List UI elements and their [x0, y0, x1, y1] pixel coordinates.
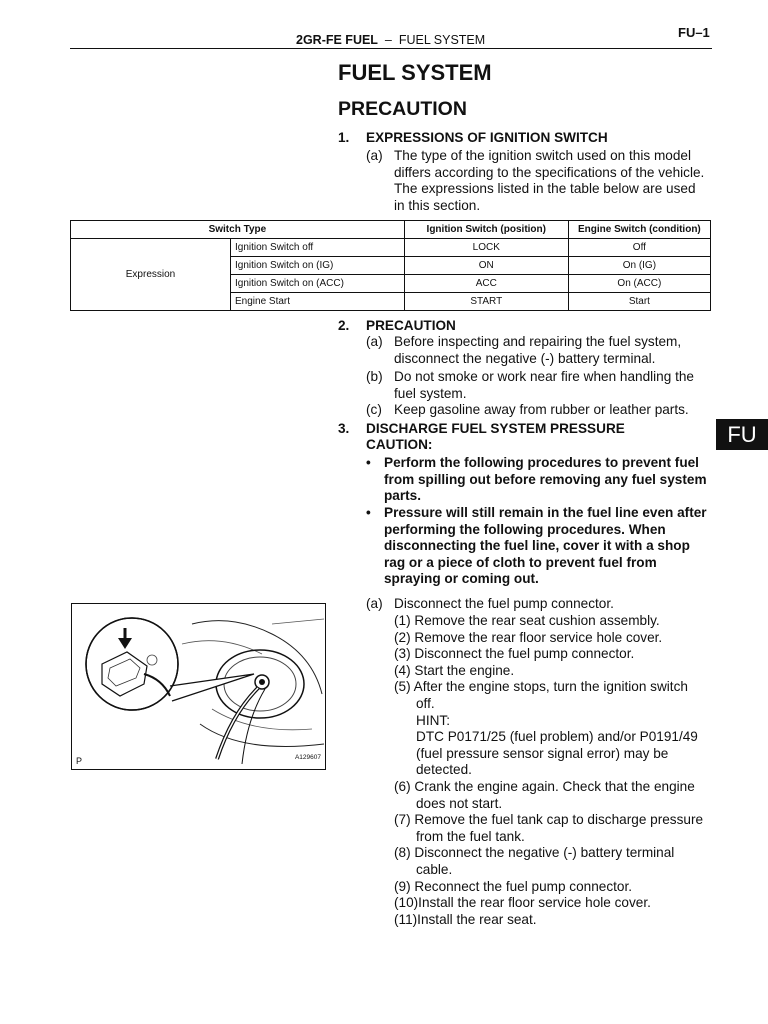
- s3-a-text: Disconnect the fuel pump connector.: [394, 596, 614, 611]
- section-tab-fu: FU: [716, 419, 768, 450]
- caution-bullet-1: Perform the following procedures to prevent fuel from spilling out before removing any fuel system parts.: [384, 455, 707, 504]
- s2-c-text: Keep gasoline away from rubber or leather parts.: [394, 402, 689, 417]
- s2-b-text: Do not smoke or work near fire when handling the fuel system.: [394, 369, 694, 401]
- s1-number: 1.: [338, 130, 350, 145]
- table-cell: Ignition Switch on (ACC): [231, 275, 405, 293]
- table-group-label: Expression: [71, 239, 231, 311]
- s2-b-label: (b): [366, 369, 383, 384]
- table-cell: On (IG): [568, 257, 710, 275]
- table-header-row: [71, 221, 711, 239]
- step: off.: [416, 695, 435, 711]
- step: (7) Remove the fuel tank cap to discharge pressure: [394, 812, 704, 828]
- table-cell: Engine Start: [231, 293, 405, 311]
- table-cell: Ignition Switch on (IG): [231, 257, 405, 275]
- table-cell: Start: [568, 293, 710, 311]
- step: from the fuel tank.: [416, 828, 525, 844]
- fuel-pump-connector-illustration: [71, 603, 326, 770]
- table-header: Switch Type: [71, 221, 405, 239]
- s3-number: 3.: [338, 421, 350, 436]
- table-cell: LOCK: [404, 239, 568, 257]
- table-cell: Off: [568, 239, 710, 257]
- bullet-2-marker: •: [366, 505, 371, 520]
- step: (11)Install the rear seat.: [394, 911, 537, 927]
- illustration-drawing: [72, 604, 325, 769]
- figure-code: A129607: [294, 754, 321, 761]
- s1-a-text: The type of the ignition switch used on this model differs according to the specifications of the vehicle. The expressions listed in the table below are used in this section.: [394, 148, 705, 213]
- step: (9) Reconnect the fuel pump connector.: [394, 878, 633, 894]
- page-number: FU–1: [678, 25, 710, 40]
- step: detected.: [416, 762, 472, 778]
- s2-a-text: Before inspecting and repairing the fuel system, disconnect the negative (-) battery terminal.: [394, 334, 682, 366]
- step: (4) Start the engine.: [394, 662, 515, 678]
- step: (10)Install the rear floor service hole cover.: [394, 895, 651, 911]
- step: (fuel pressure sensor signal error) may be: [416, 745, 669, 761]
- step: does not start.: [416, 795, 503, 811]
- caution-bullet-2: Pressure will still remain in the fuel line even after performing the following procedures. When disconnecting the fuel line, cover it with a shop rag or a piece of cloth to prevent fuel from spraying or coming out.: [384, 505, 707, 587]
- table-cell: START: [404, 293, 568, 311]
- step: HINT:: [416, 712, 450, 728]
- figure-p-label: P: [76, 756, 83, 766]
- s1-a-label: (a): [366, 148, 383, 163]
- header-title: 2GR-FE FUEL – FUEL SYSTEM: [296, 33, 486, 47]
- s3-a-label: (a): [366, 596, 383, 611]
- table-cell: On (ACC): [568, 275, 710, 293]
- table-cell: ACC: [404, 275, 568, 293]
- s2-heading: PRECAUTION: [366, 318, 456, 333]
- table-row: [71, 239, 711, 257]
- step: (6) Crank the engine again. Check that the engine: [394, 778, 695, 794]
- s2-number: 2.: [338, 318, 350, 333]
- step: cable.: [416, 861, 453, 877]
- step: (5) After the engine stops, turn the ignition switch: [394, 679, 688, 695]
- s2-c-label: (c): [366, 402, 382, 417]
- s3-heading: DISCHARGE FUEL SYSTEM PRESSURE: [366, 421, 625, 436]
- ignition-switch-table: [70, 220, 711, 311]
- section-title: PRECAUTION: [338, 98, 467, 120]
- step: DTC P0171/25 (fuel problem) and/or P0191/49: [416, 729, 698, 745]
- s2-a-label: (a): [366, 334, 383, 349]
- header-divider: [70, 48, 712, 49]
- step: (2) Remove the rear floor service hole cover.: [394, 629, 663, 645]
- table-cell: ON: [404, 257, 568, 275]
- table-header: Ignition Switch (position): [404, 221, 568, 239]
- s1-heading: EXPRESSIONS OF IGNITION SWITCH: [366, 130, 608, 145]
- table-header: Engine Switch (condition): [568, 221, 710, 239]
- page-header: [0, 0, 768, 52]
- step: (8) Disconnect the negative (-) battery terminal: [394, 845, 675, 861]
- caution-label: CAUTION:: [366, 437, 433, 452]
- procedure-steps: [394, 613, 703, 928]
- table-cell: Ignition Switch off: [231, 239, 405, 257]
- page-title: FUEL SYSTEM: [338, 60, 492, 85]
- step: (3) Disconnect the fuel pump connector.: [394, 646, 635, 662]
- bullet-1-marker: •: [366, 455, 371, 470]
- step: (1) Remove the rear seat cushion assembly.: [394, 613, 660, 628]
